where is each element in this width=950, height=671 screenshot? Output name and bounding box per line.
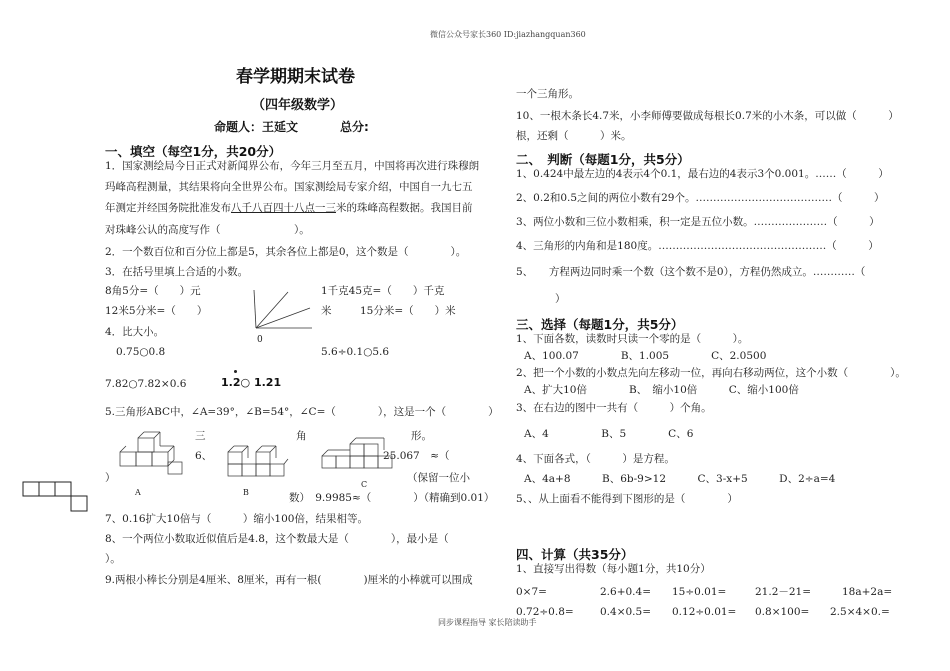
calc-row2-item4: 0.8×100=: [755, 606, 810, 618]
q8: 8、一个两位小数取近似值后是4.8，这个数最大是（ ），最小是（: [105, 533, 449, 545]
choice-4-options: A、4a+8 B、6b-9>12 C、3-x+5 D、2÷a=4: [524, 473, 836, 485]
q3c: 12米5分米=（ ）: [105, 305, 208, 317]
choice-4: 4、下面各式，（ ）是方程。: [516, 453, 675, 465]
judge-5: 5、 方程两边同时乘一个数（这个数不是0），方程仍然成立。…………（: [516, 266, 866, 278]
q1-line4: 对珠峰公认的高度写作（ ）。: [105, 224, 310, 236]
choice-1-options: A、100.07 B、1.005 C、2.0500: [524, 350, 767, 362]
q3d: 米: [321, 305, 332, 317]
page-title: 春学期期末试卷: [236, 67, 355, 87]
q2: 2．一个数百位和百分位上都是5，其余各位上都是0，这个数是（ ）。: [105, 246, 467, 258]
q6-paren: ）: [105, 472, 116, 484]
choice-3-options: A、4 B、5 C、6: [524, 428, 694, 440]
q8-end: ）。: [105, 553, 121, 565]
choice-5: 5、、从上面看不能得到下图形的是（ ）: [516, 493, 738, 505]
q3e: 15分米=（ ）米: [360, 305, 456, 317]
figure-b-label: B: [243, 488, 249, 497]
header-note: 微信公众号家长360 ID:jiazhangquan360: [430, 30, 586, 39]
q1-line3c: 米的珠峰高程数据。我国目前: [336, 202, 473, 214]
section1-heading: 一、填空（每空1分，共20分）: [105, 144, 282, 159]
subtitle: （四年级数学）: [252, 98, 344, 113]
footer-note: 同步课程指导 家长陪读助手: [438, 618, 537, 627]
calc-row2-item3: 0.12÷0.01=: [672, 606, 737, 618]
choice-2-options: A、扩大10倍 B、 缩小10倍 C、缩小100倍: [524, 384, 799, 396]
calc-row1-item5: 18a+2a=: [842, 586, 893, 598]
q5-word3: 形。: [411, 430, 432, 442]
judge-4: 4、三角形的内角和是180度。…………………………………………（ ）: [516, 240, 879, 252]
q5: 5.三角形ABC中，∠A=39°，∠B=54°，∠C=（ ），这是一个（ ）: [105, 406, 499, 418]
q1-line1: 1．国家测绘局今日正式对新闻界公布，今年三月至五月，中国将再次进行珠穆朗: [105, 160, 480, 172]
q5-word1: 三: [195, 430, 206, 442]
repeating-dot: [234, 370, 237, 373]
judge-3: 3、两位小数和三位小数相乘，积一定是五位小数。…………………（ ）: [516, 216, 880, 228]
judge-2: 2、0.2和0.5之间的两位小数有29个。…………………………………（ ）: [516, 192, 885, 204]
score-label: 总分:: [340, 120, 369, 134]
q3: 3．在括号里填上合适的小数。: [105, 266, 249, 278]
cube-figure-a: [118, 430, 188, 485]
calc-row1-item4: 21.2－21=: [755, 586, 812, 598]
q4d-circle: ○: [240, 376, 251, 389]
q4b: 5.6÷0.1○5.6: [321, 346, 390, 358]
calc-row2-item5: 2.5×4×0.=: [830, 606, 890, 618]
section4-heading: 四、计算（共35分）: [516, 547, 634, 562]
calc-instruction: 1、直接写出得数（每小题1分，共10分）: [516, 563, 711, 575]
q1-line3a: 年测定并经国务院批准发布: [105, 202, 231, 214]
judge-5-end: ）: [555, 293, 566, 305]
q10-line2: 根，还剩（ ）米。: [516, 130, 632, 142]
q9-continuation: 一个三角形。: [516, 88, 579, 100]
choice-1: 1、下面各数，读数时只读一个零的是（ ）。: [516, 333, 749, 345]
q1-line3: [105, 202, 473, 215]
q6-number: 6、: [195, 450, 213, 462]
calc-row1-item2: 2.6+0.4=: [600, 586, 651, 598]
q10-line1: 10、一根木条长4.7米，小李师傅要做成每根长0.7米的小木条，可以做（ ）: [516, 110, 899, 122]
calc-row2-item2: 0.4×0.5=: [600, 606, 651, 618]
q1-line2: 玛峰高程测量，其结果将向全世界公布。国家测绘局专家介绍，中国自一九七五: [105, 181, 473, 193]
calc-row2-item1: 0.72÷0.8=: [516, 606, 574, 618]
section2-heading: 二、 判断（每题1分，共5分）: [516, 152, 690, 167]
q5-word2: 角: [296, 430, 307, 442]
q3b: 1千克45克=（ ）千克: [321, 285, 445, 297]
figure-c-label: C: [361, 480, 368, 489]
section3-heading: 三、选择（每题1分，共5分）: [516, 317, 684, 332]
square-net-figure: [22, 481, 92, 515]
q4c: 7.82○7.82×0.6: [105, 378, 187, 390]
q4: 4．比大小。: [105, 326, 165, 338]
q1-underlined-number: 八千八百四十八点一三: [231, 202, 336, 214]
q9: 9.两根小棒长分别是4厘米、8厘米，再有一根( )厘米的小棒就可以围成: [105, 574, 473, 586]
choice-3: 3、在右边的图中一共有（ ）个角。: [516, 402, 712, 414]
angle-vertex-label: 0: [257, 335, 263, 345]
q3a: 8角5分=（ ）元: [105, 285, 201, 297]
calc-row1-item1: 0×7=: [516, 586, 547, 598]
q7: 7、0.16扩大10倍与（ ）缩小100倍，结果相等。: [105, 513, 368, 525]
author-line: 命题人：王延文: [214, 120, 299, 134]
judge-1: 1、0.424中最左边的4表示4个0.1，最右边的4表示3个0.001。……（ ）: [516, 168, 889, 180]
angle-figure: [250, 288, 320, 338]
q4d-right: 1.21: [253, 376, 282, 389]
figure-a-label: A: [135, 488, 141, 497]
q6-right-line3: 数） 9.9985≈（ ）（精确到0.01）: [289, 492, 495, 504]
q4d: [221, 376, 281, 389]
q6-right-line2: （保留一位小: [407, 472, 470, 484]
q4d-left: 1.2: [221, 376, 241, 389]
choice-2: 2、把一个小数的小数点先向左移动一位，再向右移动两位，这个小数（ ）。: [516, 367, 906, 379]
cube-figure-b: [226, 438, 292, 486]
q4a: 0.75○0.8: [116, 346, 166, 358]
q6-right-line1: 25.067 ≈（: [383, 450, 471, 462]
calc-row1-item3: 15÷0.01=: [672, 586, 727, 598]
